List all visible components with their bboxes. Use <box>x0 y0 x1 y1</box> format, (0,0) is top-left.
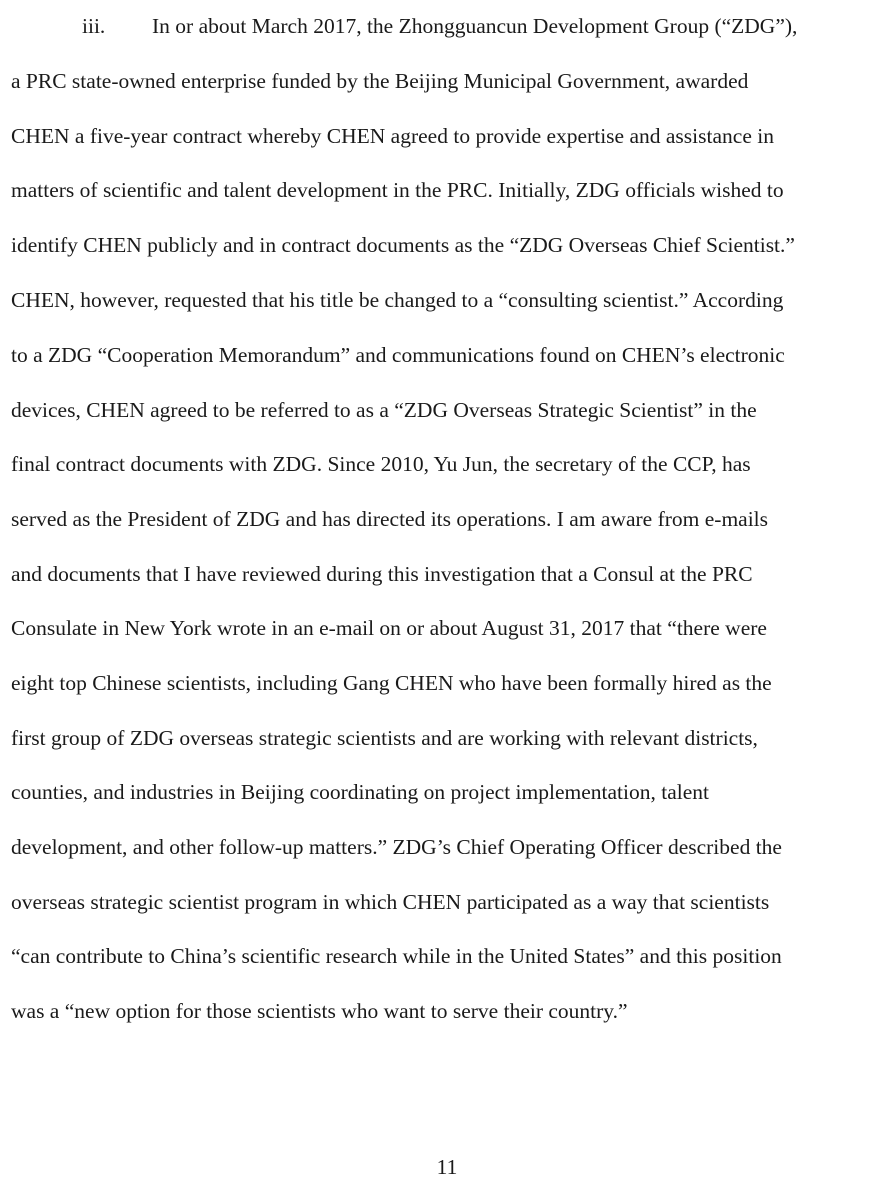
paragraph-line-11: and documents that I have reviewed during this investigation that a Consul at the PRC <box>11 562 753 586</box>
paragraph-line-14: first group of ZDG overseas strategic scientists and are working with relevant districts, <box>11 726 758 750</box>
paragraph-line-1: In or about March 2017, the Zhongguancun Development Group (“ZDG”), <box>152 14 798 38</box>
paragraph-line-6: CHEN, however, requested that his title be changed to a “consulting scientist.” According <box>11 288 784 312</box>
paragraph-line-9: final contract documents with ZDG. Since 2010, Yu Jun, the secretary of the CCP, has <box>11 452 751 476</box>
paragraph-line-10: served as the President of ZDG and has directed its operations. I am aware from e-mails <box>11 507 769 531</box>
paragraph-line-5: identify CHEN publicly and in contract documents as the “ZDG Overseas Chief Scientist.” <box>11 233 795 257</box>
paragraph-line-17: overseas strategic scientist program in which CHEN participated as a way that scientists <box>11 890 770 914</box>
page-number: 11 <box>436 1155 458 1179</box>
paragraph-line-19: was a “new option for those scientists who want to serve their country.” <box>11 999 628 1023</box>
paragraph-line-3: CHEN a five-year contract whereby CHEN agreed to provide expertise and assistance in <box>11 124 774 148</box>
paragraph-line-16: development, and other follow-up matters.” ZDG’s Chief Operating Officer described the <box>11 835 782 859</box>
paragraph-line-15: counties, and industries in Beijing coordinating on project implementation, talent <box>11 780 710 804</box>
paragraph-line-18: “can contribute to China’s scientific research while in the United States” and this position <box>11 944 782 968</box>
paragraph-line-4: matters of scientific and talent development in the PRC. Initially, ZDG officials wished to <box>11 178 784 202</box>
paragraph-line-12: Consulate in New York wrote in an e-mail on or about August 31, 2017 that “there were <box>11 616 767 640</box>
paragraph-line-7: to a ZDG “Cooperation Memorandum” and communications found on CHEN’s electronic <box>11 343 785 367</box>
paragraph-line-2: a PRC state-owned enterprise funded by the Beijing Municipal Government, awarded <box>11 69 749 93</box>
paragraph-line-13: eight top Chinese scientists, including Gang CHEN who have been formally hired as the <box>11 671 772 695</box>
paragraph-numeral: iii. <box>82 14 106 38</box>
paragraph-line-8: devices, CHEN agreed to be referred to as a “ZDG Overseas Strategic Scientist” in the <box>11 398 757 422</box>
